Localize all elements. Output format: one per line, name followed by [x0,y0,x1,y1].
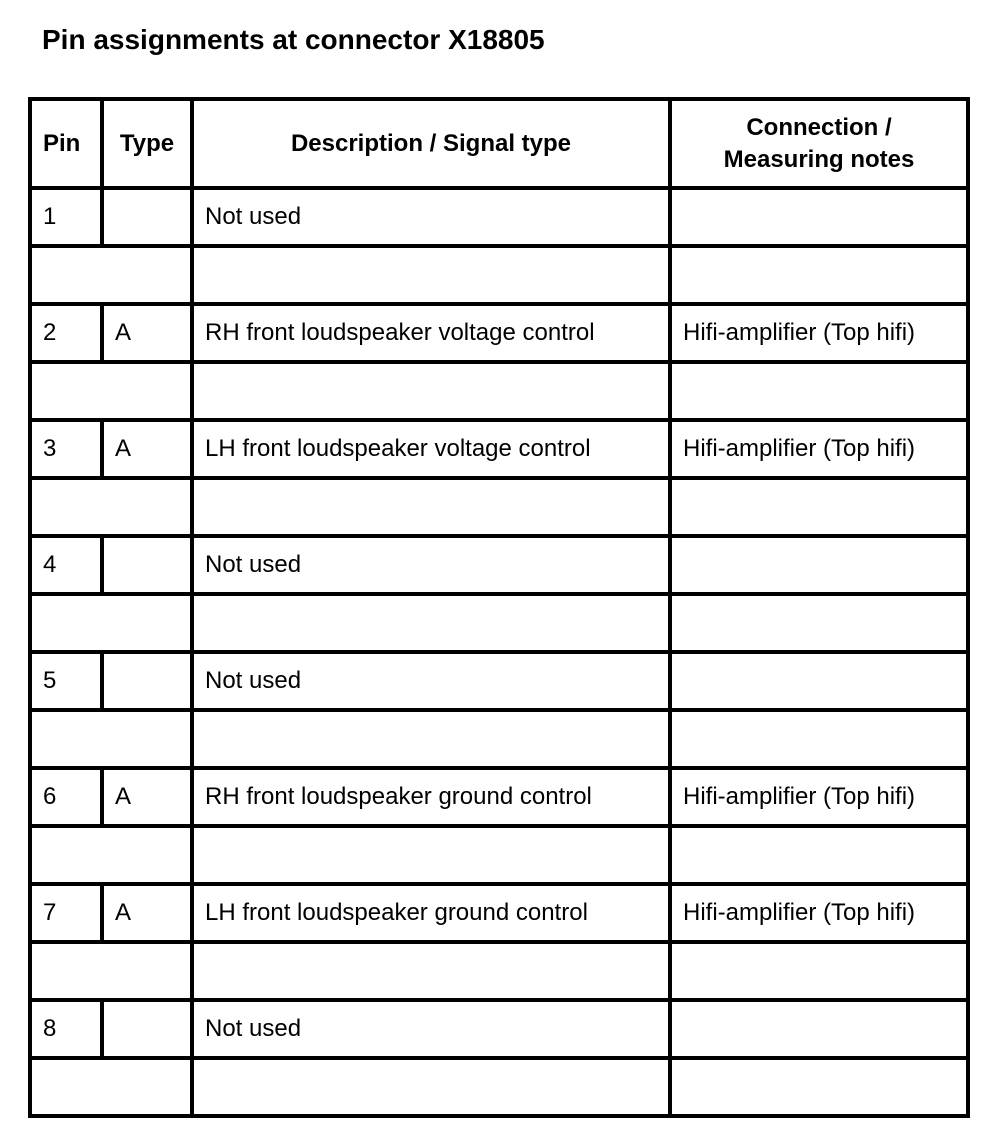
connection-cell [670,536,968,594]
table-row [30,1000,968,1058]
pin-cell: 8 [30,1000,102,1058]
spacer-cell [30,246,192,304]
spacer-row [30,246,968,304]
spacer-cell [30,478,192,536]
connection-cell: Hifi-amplifier (Top hifi) [670,768,968,826]
header-description: Description / Signal type [192,99,670,188]
pin-cell: 4 [30,536,102,594]
table-row [30,304,968,362]
type-cell: A [102,420,192,478]
pin-cell: 1 [30,188,102,246]
type-cell: A [102,304,192,362]
spacer-row [30,826,968,884]
page-title: Pin assignments at connector X18805 [42,24,545,55]
header-type: Type [102,99,192,188]
description-cell: LH front loudspeaker voltage control [192,420,670,478]
spacer-cell [670,246,968,304]
spacer-cell [192,710,670,768]
spacer-cell [192,942,670,1000]
spacer-cell [670,710,968,768]
spacer-cell [670,1058,968,1116]
type-cell [102,188,192,246]
spacer-row [30,478,968,536]
table-row [30,536,968,594]
pin-cell: 2 [30,304,102,362]
table-header-row [30,99,968,188]
connection-cell [670,188,968,246]
spacer-cell [30,826,192,884]
description-cell: RH front loudspeaker ground control [192,768,670,826]
spacer-cell [192,478,670,536]
spacer-cell [30,594,192,652]
spacer-cell [670,478,968,536]
pin-cell: 7 [30,884,102,942]
description-cell: RH front loudspeaker voltage control [192,304,670,362]
spacer-row [30,594,968,652]
spacer-row [30,362,968,420]
spacer-cell [670,942,968,1000]
spacer-cell [30,942,192,1000]
spacer-row [30,1058,968,1116]
description-cell: Not used [192,652,670,710]
spacer-row [30,942,968,1000]
description-cell: LH front loudspeaker ground control [192,884,670,942]
spacer-cell [192,246,670,304]
spacer-cell [670,826,968,884]
type-cell [102,652,192,710]
type-cell [102,1000,192,1058]
table-row [30,652,968,710]
connection-cell: Hifi-amplifier (Top hifi) [670,304,968,362]
header-connection-line1: Connection / [746,113,892,141]
spacer-cell [192,362,670,420]
header-connection [670,99,968,188]
table-row [30,420,968,478]
connection-cell [670,1000,968,1058]
table-row [30,768,968,826]
type-cell: A [102,768,192,826]
spacer-cell [30,362,192,420]
pin-cell: 6 [30,768,102,826]
description-cell: Not used [192,188,670,246]
pin-cell: 5 [30,652,102,710]
description-cell: Not used [192,1000,670,1058]
spacer-cell [192,1058,670,1116]
table-row [30,884,968,942]
spacer-cell [670,594,968,652]
header-pin: Pin [30,99,102,188]
spacer-cell [30,1058,192,1116]
type-cell [102,536,192,594]
description-cell: Not used [192,536,670,594]
table-row [30,188,968,246]
spacer-cell [192,826,670,884]
connection-cell: Hifi-amplifier (Top hifi) [670,420,968,478]
spacer-cell [30,710,192,768]
header-connection-line2: Measuring notes [723,145,915,173]
pin-assignment-table [28,97,970,1118]
connection-cell: Hifi-amplifier (Top hifi) [670,884,968,942]
spacer-cell [192,594,670,652]
type-cell: A [102,884,192,942]
spacer-cell [670,362,968,420]
connection-cell [670,652,968,710]
pin-cell: 3 [30,420,102,478]
spacer-row [30,710,968,768]
